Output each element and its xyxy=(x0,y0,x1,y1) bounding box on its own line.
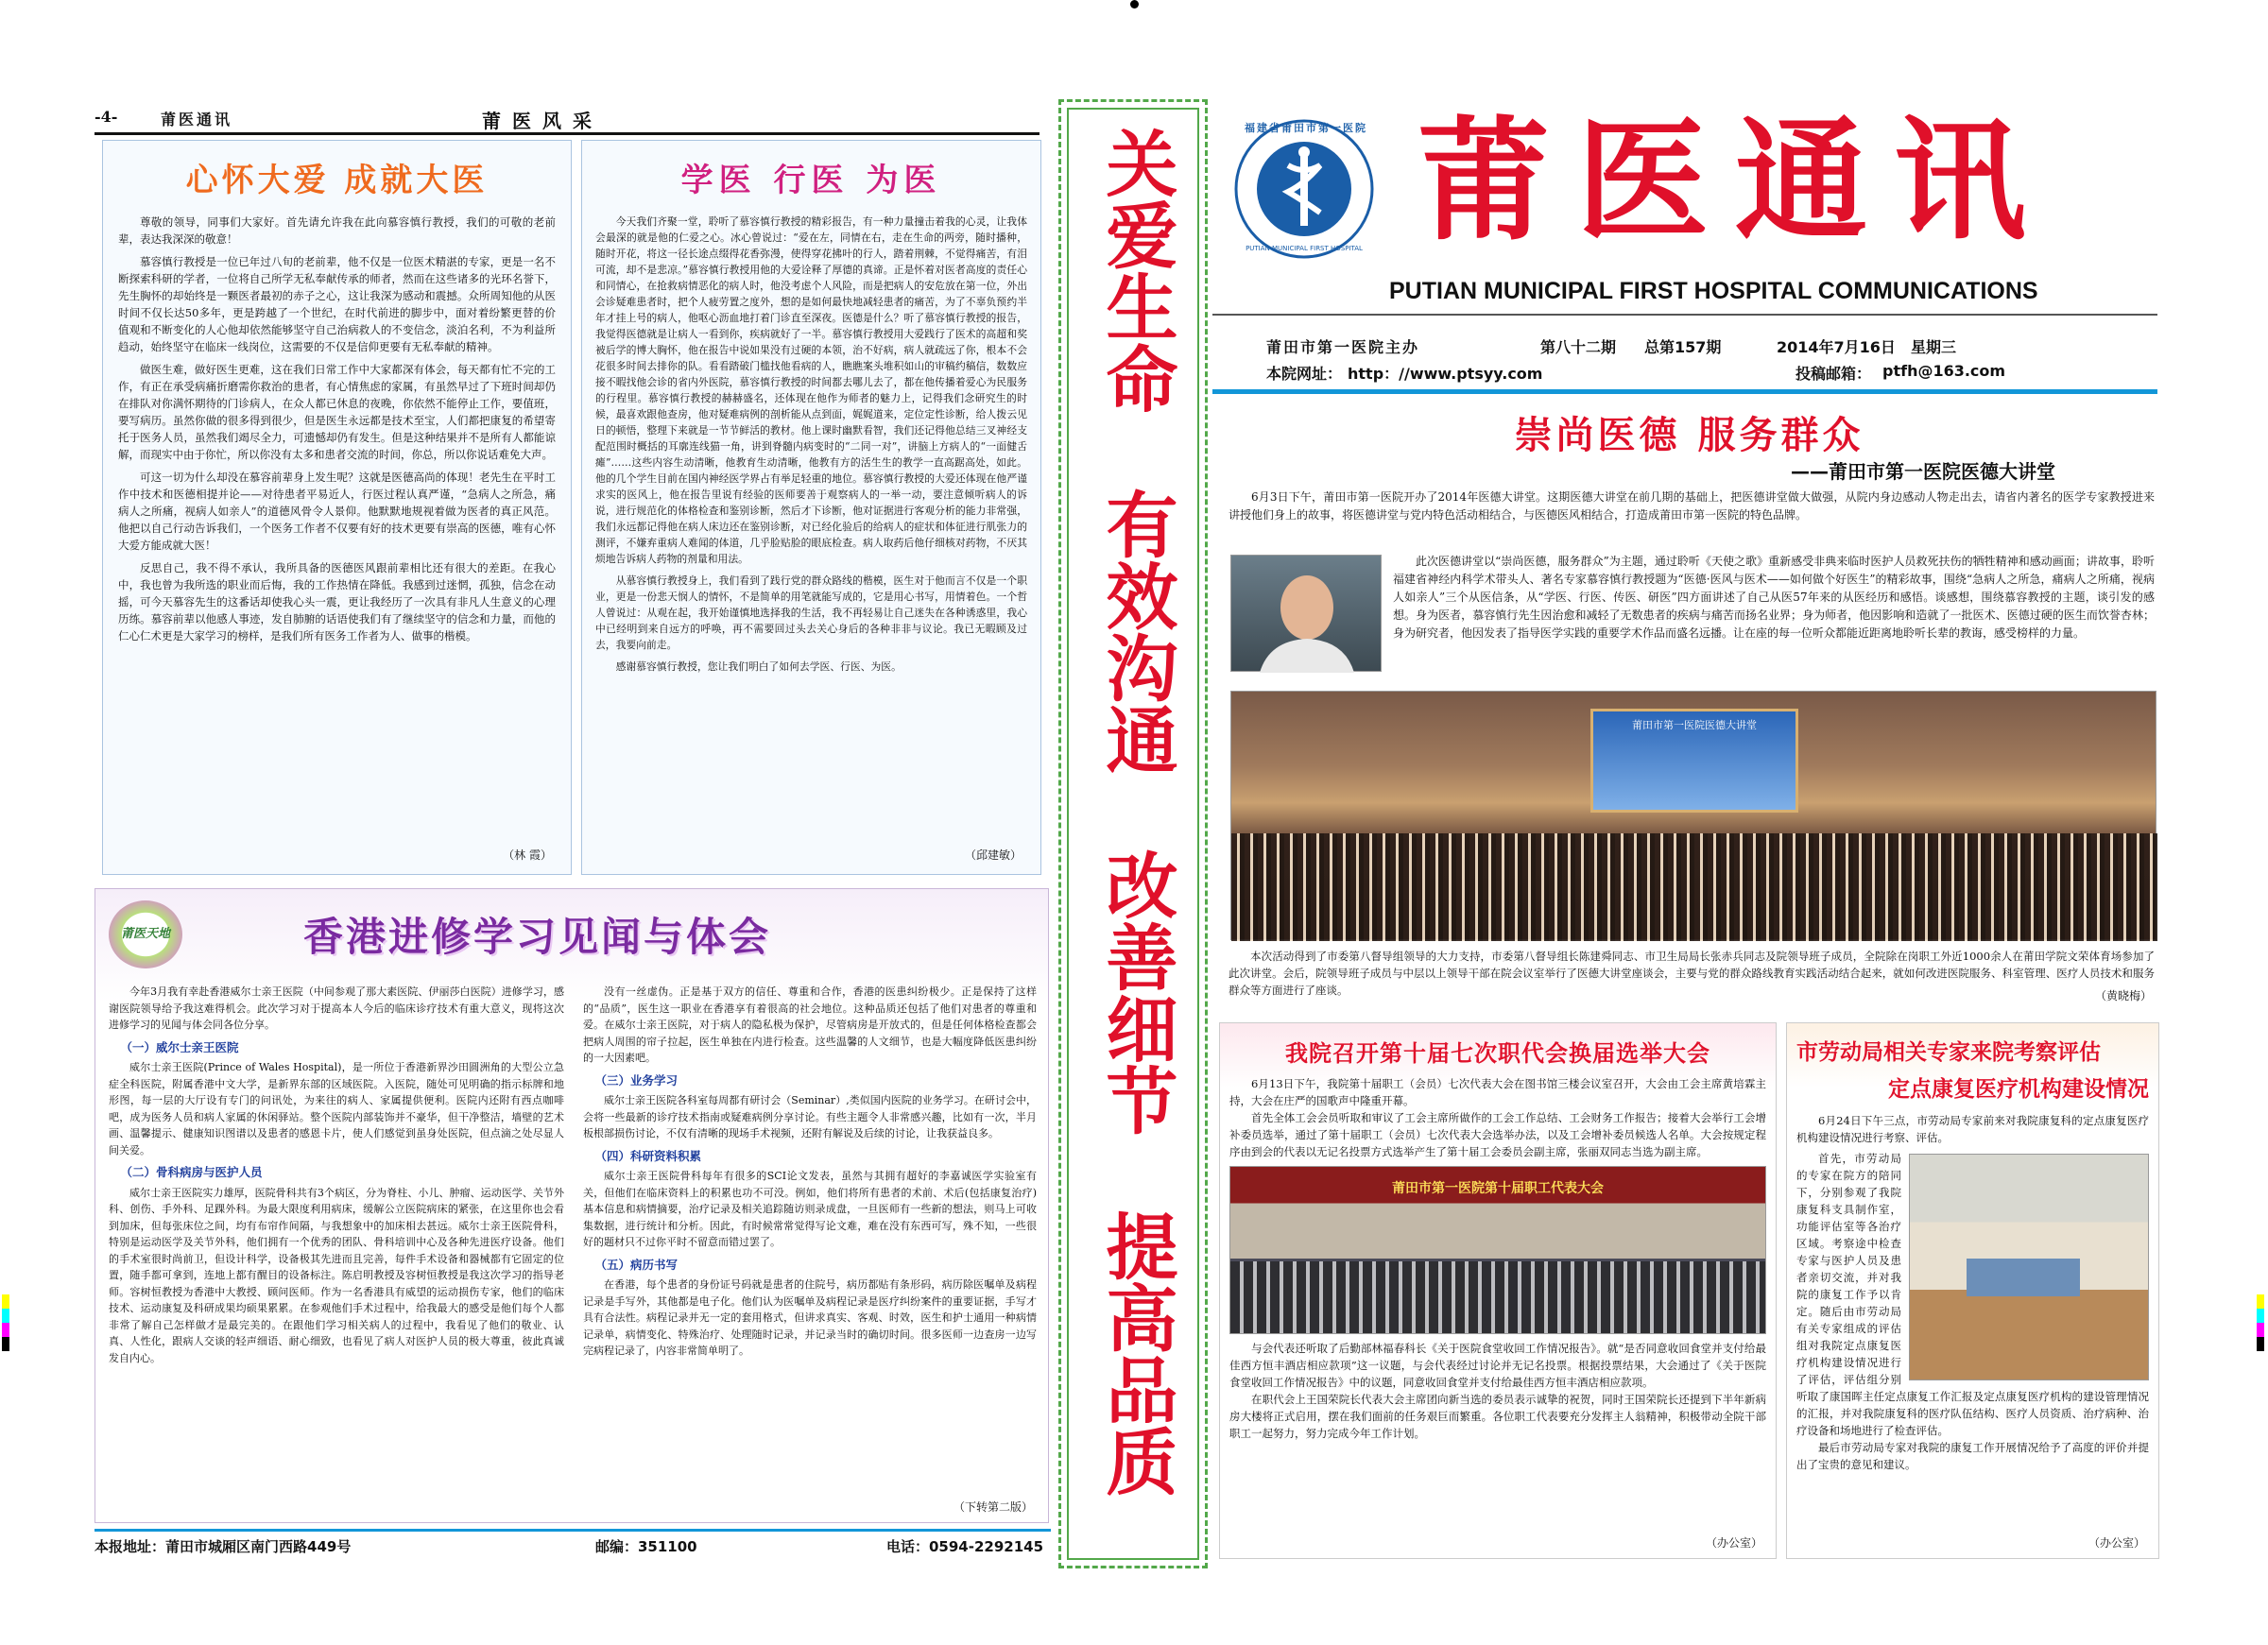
weekday: 星期三 xyxy=(1911,338,1957,356)
paragraph: 威尔士亲王医院(Prince of Wales Hospital)，是一所位于香港新界沙田圆洲角的大型公立急症全科医院，附属香港中文大学，是新界东部的区域医院。入医院，随处可见明确的指示标牌和地形图，每一层的大厅设有专门的问讯处，为来往的病人、家属提供便利。医院内还附有西点咖啡吧，成为医务人员和病人家属的休闲驿站。整个医院内部装饰并不豪华，但干净整洁，墙壁的艺术画、温馨提示、健康知识图谱以及患者的感恩卡片，使人们感觉到虽身处医院，但点滴之处尽显人间关爱。 xyxy=(109,1061,564,1157)
page-header-left xyxy=(94,106,1040,134)
paragraph: 今年3月我有幸赴香港威尔士亲王医院（中间参观了那大素医院、伊丽莎白医院）进修学习，感谢医院领导给予我这难得机会。此次学习对于提高本人今后的临床诊疗技术有重大意义，现将这次进修学习的见闻与体会同各位分享。 xyxy=(109,985,564,1031)
speaker-photo xyxy=(1230,555,1382,672)
section-name: 莆医风采 xyxy=(482,110,603,132)
slogan-2: 有效沟通 xyxy=(1094,488,1178,775)
article-2-author: （邱建敏） xyxy=(964,848,1022,862)
lecture-hall-photo xyxy=(1230,691,2156,940)
article-4-author: （黄晓梅） xyxy=(2094,989,2152,1002)
footer-postcode: 邮编：351100 xyxy=(595,1538,697,1555)
article-6-p3: 最后市劳动局专家对我院的康复工作开展情况给予了高度的评价并提出了宝贵的意见和建议。 xyxy=(1796,1441,2149,1471)
email-label: 投稿邮箱： xyxy=(1796,365,1872,383)
paragraph: 反思自己，我不得不承认，我所具备的医德医风跟前辈相比还有很大的差距。在我心中，我也曾为我所选的职业而后悔，我的工作热情在降低。我感到过迷惘，孤独，信念在动摇，可今天慕容先生的这番话却使我心头一震，更让我经历了一次具有非凡人生意义的心理历练。慕容前辈以他感人事迹，发自肺腑的话语使我们有了继续坚守的信念和力量，而他的仁心仁术更是大家学习的榜样，是我们所有医务工作者为人、做事的楷模。 xyxy=(118,561,556,643)
paragraph: 可这一切为什么却没在慕容前辈身上发生呢？这就是医德高尚的体现！老先生在平时工作中技术和医德相提并论——对待患者平易近人，行医过程认真严谨，“急病人之所急，痛病人之所痛，视病人如亲人”的道德风骨令人景仰。他默默地规视着做为医者的真正风范。他把以自己行动告诉我们，一个医务工作者不仅要有好的技术更要有崇高的医德，唯有心怀大爱方能成就大医！ xyxy=(118,471,556,552)
section-heading: （二）骨科病房与医护人员 xyxy=(120,1165,263,1179)
article-6-title-1: 市劳动局相关专家来院考察评估 xyxy=(1796,1040,2101,1065)
article-1-title: 心怀大爱 成就大医 xyxy=(185,162,489,199)
article-3-col1 xyxy=(109,984,564,1372)
paragraph: 感谢慕容慎行教授，您让我们明白了如何去学医、行医、为医。 xyxy=(615,660,902,673)
email-address[interactable]: ptfh@163.com xyxy=(1882,362,2006,380)
article-6-author: （办公室） xyxy=(2088,1536,2145,1550)
page-number: -4- xyxy=(94,108,118,126)
article-4-caption: 本次活动得到了市委第八督导组领导的大力支持，市委第八督导组长陈建舜同志、市卫生局局长张赤兵同志及院领导班子成员，全院除在岗职工外近1000余人在莆田学院文荣体育场参加了此次讲堂。会后，院领导班子成员与中层以上领导干部在院会议室举行了医德大讲堂座谈会，主要与党的群众路线教育实践活动结合起来，就如何改进医院服务、科室管理、医疗人员技术和服务群众等方面进行了座谈。 xyxy=(1228,950,2155,997)
article-2-body xyxy=(595,214,1027,675)
issue-info xyxy=(1266,335,2164,392)
paragraph: 从慕容慎行教授身上，我们看到了践行党的群众路线的楷模，医生对于他而言不仅是一个职业，更是一份悲天悯人的情怀，不是简单的用笔就能写成的，它是用心书写，用情着色。一个哲人曾说过：从观在起，我开始谨慎地选择我的生活，我不再轻易让自己迷失在各种诱惑里，我心中已经明到来自远方的呼唤，再不需要回过头去关心身后的各种非非与议论。我已无暇顾及过去，我要向前走。 xyxy=(595,574,1027,651)
article-4-title: 崇尚医德 服务群众 xyxy=(1514,414,1864,457)
article-5-author: （办公室） xyxy=(1705,1536,1762,1550)
paragraph: 在香港，每个患者的身份证号码就是患者的住院号，病历都贴有条形码，病历除医嘱单及病程记录是手写外，其他都是电子化。他们认为医嘱单及病程记录是医疗纠纷案件的重要证据，手写才具有合法性。病程记录并无一定的套用格式，但讲求真实、客观、时效，医生和护士通用一种病情记录单，病情变化、特殊治疗、处理随时记录，并记录当时的确切时间。很多医师一边查房一边写完病程记录了，内容非常简单明了。 xyxy=(583,1278,1037,1357)
article-4-body: 此次医德讲堂以“崇尚医德，服务群众”为主题，通过聆听《天使之歌》重新感受非典来临时医护人员救死扶伤的牺牲精神和感动画面；讲故事，聆听福建省神经内科学术带头人、著名专家慕容慎行教授题为“医德·医风与医术——如何做个好医生”的精彩故事，围绕“急病人之所急，痛病人之所痛，视病人如亲人”三个从医信条，从“学医、行医、传医、研医”四方面讲述了自己从医57年来的从医经历和感悟。谈感想，围绕慕容教授的主题，谈引发的感想。身为医者，慕容慎行先生因治愈和减轻了无数患者的疾病与痛苦而扬名业界；身为师者，他因影响和造就了一批医术、医德过硬的医生而饮誉杏林；身为研究者，他因发表了指导医学实践的重要学术作品而盛名远播。让在座的每一位听众都能近距离地聆听长辈的教诲，感受榜样的力量。 xyxy=(1393,555,2155,640)
article-4-intro: 6月3日下午，莆田市第一医院开办了2014年医德大讲堂。这期医德大讲堂在前几期的基础上，把医德讲堂做大做强，从院内身边感动人物走出去，请省内著名的医学专家教授进来讲授他们身上的故事，将医德讲堂与党内特色活动相结合，与医德医风相结合，打造成莆田市第一医院的特色品牌。 xyxy=(1228,490,2155,522)
paragraph: 没有一丝虚伪。正是基于双方的信任、尊重和合作，香港的医患纠纷极少。正是保持了这样的“品质”，医生这一职业在香港享有着很高的社会地位。这种品质还包括了他们对患者的尊重和爱。在威尔士亲王医院，对于病人的隐私极为保护，尽管病房是开放式的，但是任何体格检查都会把病人周围的帘子拉起，医生单独在内进行检查。这些温馨的人文细节，也是大幅度降低医患纠纷的一大因素吧。 xyxy=(583,985,1037,1064)
article-1-body xyxy=(118,214,556,644)
website-url[interactable]: http：//www.ptsyy.com xyxy=(1348,365,1543,383)
lecture-banner-text: 莆田市第一医院医德大讲堂 xyxy=(1632,719,1757,731)
continued-note: （下转第二版） xyxy=(953,1500,1033,1514)
masthead-rule-bottom xyxy=(1212,389,2157,394)
article-5-p2: 首先全体工会会员听取和审议了工会主席所做作的工会工作总结、工会财务工作报告；接着大会举行工会增补委员选举，通过了第十届职工（会员）七次代表大会选举办法，以及工会增补委员候选人名单。大会按规定程序由到会的代表以无记名投票方式选举产生了第十届工会委员会副主席，张丽双同志当选为副主席。 xyxy=(1229,1111,1766,1158)
article-3-title: 香港进修学习见闻与体会 xyxy=(303,914,772,960)
section-heading: （五）病历书写 xyxy=(594,1257,679,1272)
website-label: 本院网址： xyxy=(1266,365,1343,383)
article-5-p4: 在职代会上王国荣院长代表大会主席团向新当选的委员表示诚挚的祝贺，同时王国荣院长还提到下半年新病房大楼将正式启用，摆在我们面前的任务艰巨而繁重。各位职工代表要充分发挥主人翁精神，积极带动全院干部职工一起努力，努力完成今年工作计划。 xyxy=(1229,1393,1766,1440)
article-6-title-2: 定点康复医疗机构建设情况 xyxy=(1888,1077,2149,1102)
article-6 xyxy=(1786,1022,2159,1559)
slogan-4: 提高品质 xyxy=(1094,1209,1178,1497)
section-heading: （三）业务学习 xyxy=(594,1072,679,1088)
article-5-title: 我院召开第十届七次职代会换届选举大会 xyxy=(1285,1040,1710,1067)
footer-rule-left xyxy=(94,1529,1051,1532)
footer-address: 本报地址：莆田市城厢区南门西路449号 xyxy=(94,1538,352,1555)
rehab-photo xyxy=(1909,1154,2149,1380)
paragraph: 尊敬的领导，同事们大家好。首先请允许我在此向慕容慎行教授，我们的可敬的老前辈，表达我深深的敬意！ xyxy=(118,215,556,246)
masthead-rule-top xyxy=(1212,314,2157,316)
article-3-logo xyxy=(109,900,182,968)
section-heading: （四）科研资料积累 xyxy=(594,1148,702,1163)
registration-mark-top xyxy=(1130,0,1139,9)
paragraph: 威尔士亲王医院实力雄厚，医院骨科共有3个病区，分为脊柱、小儿、肿瘤、运动医学、关节外科、创伤、手外科、足踝外科。为最大限度利用病床，缓解公立医院病床的紧张，在这里你也会看到加床，但每张床位之间，均有布帘作间隔，与我想象中的加床相去甚远。威尔士亲王医院骨科，特别是运动医学及关节外科，他们拥有一个优秀的团队、骨科培训中心及各种先进医疗设备。他们的手术室很时尚前卫，但设计科学，设备极其先进而且完善，每件手术设备和器械都有它固定的位置，随手都可拿到，连地上都有醒目的设备标注。陈启明教授及容树恒教授是我这次学习的指导老师。容树恒教授为香港中大教授、顾问医师。作为一名香港具有威望的运动损伤专家，他们的临床技术、运动康复及科研成果均硕果累累。在参观他们手术过程中，给我最大的感受是他们每个人都非常了解自己怎样做才是最完美的。在跟他们学习相关病人的过程中，我看见了他们的敬业、认真、人性化，跟病人交谈的轻声细语、耐心细致，也看见了病人对医护人员的极大尊重，彼此真诚发自内心。 xyxy=(109,1186,564,1364)
article-6-p2: 首先，市劳动局的专家在院方的陪同下，分别参观了我院康复科支具制作室，功能评估室等各治疗区域。考察途中检查专家与医护人员及患者亲切交流，并对我院的康复工作予以肯定。随后由市劳动局有关专家组成的评估组对我院定点康复医疗机构建设情况进行了评估，评估组分别听取了康国晖主任定点康复工作汇报及定点康复医疗机构的建设管理情况的汇报，并对我院康复科的医疗队伍结构、医疗人员资质、治疗病种、治疗设备和场地进行了检查评估。 xyxy=(1796,1152,2149,1437)
article-3 xyxy=(94,888,1049,1523)
article-1 xyxy=(102,140,572,875)
paper-name-small: 莆医通讯 xyxy=(161,111,233,129)
article-5 xyxy=(1219,1022,1777,1559)
emblem-text: 福建省莆田市第一医院 xyxy=(1245,122,1367,134)
slogan-1: 关爱生命 xyxy=(1094,127,1178,414)
paragraph: 威尔士亲王医院各科室每周都有研讨会（Seminar）,类似国内医院的业务学习。在研讨会中，会将一些最新的诊疗技术指南或疑难病例分享讨论。有些主题令人非常感兴趣，比如有一次，半月板根部损伤讨论，不仅有清晰的现场手术视频，还附有解说及后续的讨论，让我获益良多。 xyxy=(583,1094,1037,1140)
color-bar-left xyxy=(2,1294,9,1351)
paragraph: 做医生难，做好医生更难，这在我们日常工作中大家都深有体会，每天都有忙不完的工作，有正在承受病痛折磨需你救治的患者，有心情焦虑的家属，有虽然早过了下班时间却仍在排队对你满怀期待的门诊病人，在众人都已休息的夜晚，你依然不能停止工作，要值班，要写病历。虽然你做的很多得到很少，但是医生永远都是技术至宝，人们都把康复的希望寄托于医务人员，虽然我们竭尽全力，可遗憾却仍有发生。但是这种结果并不是所有人都能谅解，而现实中由于你忙，所以你没有太多和患者交流的时间，你总，所以你说话难免大声。 xyxy=(118,363,556,461)
header-rule-left xyxy=(94,132,1040,135)
paragraph: 威尔士亲王医院骨科每年有很多的SCI论文发表，虽然与其拥有超好的李嘉诚医学实验室有关，但他们在临床资料上的积累也功不可没。例如，他们将所有患者的术前、术后(包括康复治疗)基本信息和病情摘要，治疗记录及相关追踪随访则录成盘，一旦医师有一些新的想法，则马上可收集数据，进行统计和分析。因此，有时候常常觉得写论文难，难在没有东西可写，殊不知，一些很好的题材只不过你平时不留意而错过罢了。 xyxy=(583,1170,1037,1248)
article-4-subtitle: ——莆田市第一医院医德大讲堂 xyxy=(1791,460,2055,483)
masthead-title: 莆医通讯 xyxy=(1418,104,2053,259)
issue-date: 2014年7月16日 xyxy=(1777,338,1896,356)
color-bar-right xyxy=(2257,1294,2264,1351)
article-5-p3: 与会代表还听取了后勤部林福春科长《关于医院食堂收回工作情况报告》。就“是否同意收回食堂并支付给最佳西方恒丰酒店相应款项”这一议题，与会代表经过讨论并无记名投票。根据投票结果，大会通过了《关于医院食堂收回工作情况报告》中的议题，同意收回食堂并支付给最佳西方恒丰酒店相应款项。 xyxy=(1229,1342,1766,1389)
footer-phone: 电话：0594-2292145 xyxy=(886,1538,1044,1555)
slogan-3: 改善细节 xyxy=(1094,848,1178,1136)
article-2 xyxy=(581,140,1041,875)
article-2-title: 学医 行医 为医 xyxy=(680,162,942,199)
issue-number: 第八十二期 xyxy=(1540,338,1617,356)
congress-banner-text: 莆田市第一医院第十届职工代表大会 xyxy=(1392,1181,1604,1196)
slogan-column xyxy=(1058,99,1208,1568)
congress-photo xyxy=(1229,1166,1766,1334)
article-5-p1: 6月13日下午，我院第十届职工（会员）七次代表大会在图书馆三楼会议室召开，大会由工会主席黄培霖主持，大会在庄严的国歌声中隆重开幕。 xyxy=(1229,1077,1766,1107)
masthead-english: PUTIAN MUNICIPAL FIRST HOSPITAL COMMUNICATIONS xyxy=(1389,278,2038,304)
emblem-icon xyxy=(1233,118,1375,260)
article-3-logo-text: 莆医天地 xyxy=(120,927,170,941)
sponsor: 莆田市第一医院主办 xyxy=(1266,338,1420,356)
paragraph: 慕容慎行教授是一位已年过八旬的老前辈，他不仅是一位医术精湛的专家，更是一名不断探索科研的学者，一位将自己所学无私奉献传承的师者，然而在这些诸多的光环名誉下，先生胸怀的却始终是一颗医者最初的赤子之心，这让我深为感动和震撼。众所周知他的从医时间不仅长达50多年，更是跨越了一个世纪，在时代前进的脚步中，面对着纷繁更替的价值观和不断变化的人心他却依然能够坚守自己治病救人的不变信念，淡泊名利，不为利益所趋动，始终坚守在临床一线岗位，这需要的不仅是信仰更要有无私奉献的精神。 xyxy=(118,255,556,353)
total-issue: 总第157期 xyxy=(1644,338,1722,356)
section-heading: （一）威尔士亲王医院 xyxy=(120,1039,239,1054)
paragraph: 今天我们齐聚一堂，聆听了慕容慎行教授的精彩报告，有一种力量撞击着我的心灵，让我体会最深的就是他的仁爱之心。冰心曾说过：“爱在左，同情在右，走在生命的两旁，随时播种，随时开花，将这一径长途点缀得花香弥漫，使得穿花拂叶的行人，踏着荆棘，不觉得痛苦，有泪可流，却不是悲凉。”慕容慎行教授用他的大爱诠释了厚德的真谛。正是怀着对医者高度的责任心和同情心，在抢救病情恶化的病人时，他没考虑个人风险，而是把病人的安危放在第一位，外出会诊疑难患者时，把个人疲劳置之度外，想的是如何最快地减轻患者的痛苦，为了不辜负预约半年才挂上号的病人，他呕心沥血地打着门诊直至深夜。医德是什么？听了慕容慎行教授的报告，我觉得医德就是让病人一看到你，疾病就好了一半。慕容慎行教授用大爱践行了医术的高超和奖被后学的博大胸怀，他在报告中说如果没有过硬的本领，治不好病，病人就疏远了你，根本不会花很多时间去排你的队。看看踏破门槛找他看病的人，瞧瞧案头堆积如山的审稿约稿信，数数应接不暇找他会诊的省内外医院，慕容慎行教授的时间都去哪儿去了，都在他传播着爱心为民服务的行程里。慕容慎行教授的赫赫盛名，还体现在他作为师者的魅力上，记得我们念研究生的时候，最喜欢跟他查房，他对疑难病例的剖析能从点到面，娓娓道来，定位定性诊断，给人拨云见日的顿悟，整理下来就是一节节鲜活的教材。他上课时幽默看智，我们还记得他总结三叉神经支配范围时概括的耳廓连线猫一角，讲到脊髓内病变时的“二同一对”，讲脑上方病人的“一面健舌瘫”……这些内容生动清晰，他教育生动清晰，他教有方的活生生的教学一直高踞高处，如此。他的几个学生目前在国内神经医学界占有举足轻重的地位。慕容慎行教授的大爱还体现在他严谨求实的医风上，他在报告里说有经验的医师要善于观察病人的一举一动，要注意倾听病人的诉说，进行规范化的体格检查和鉴别诊断，然后才下诊断，他对证据进行客观分析的能力非常强，我们永远都记得他在病人床边还在鉴别诊断，对已经化验后的给病人的症状和体征进行肌张力的测评，不嫌弃重病人难闻的体道，几乎脸贴脸的眼底检查。病人取药后他仔细核对药物，不厌其烦地告诉病人药物的剂量和用法。 xyxy=(595,215,1027,565)
article-1-author: （林 霞） xyxy=(503,848,552,862)
article-4 xyxy=(1219,402,2159,1016)
hospital-emblem xyxy=(1233,118,1375,260)
article-6-p1: 6月24日下午三点，市劳动局专家前来对我院康复科的定点康复医疗机构建设情况进行考察、评估。 xyxy=(1796,1114,2149,1144)
footer xyxy=(94,1534,1051,1563)
emblem-text-en: PUTIAN MUNICIPAL FIRST HOSPITAL xyxy=(1246,245,1363,252)
article-3-col2 xyxy=(583,984,1037,1365)
